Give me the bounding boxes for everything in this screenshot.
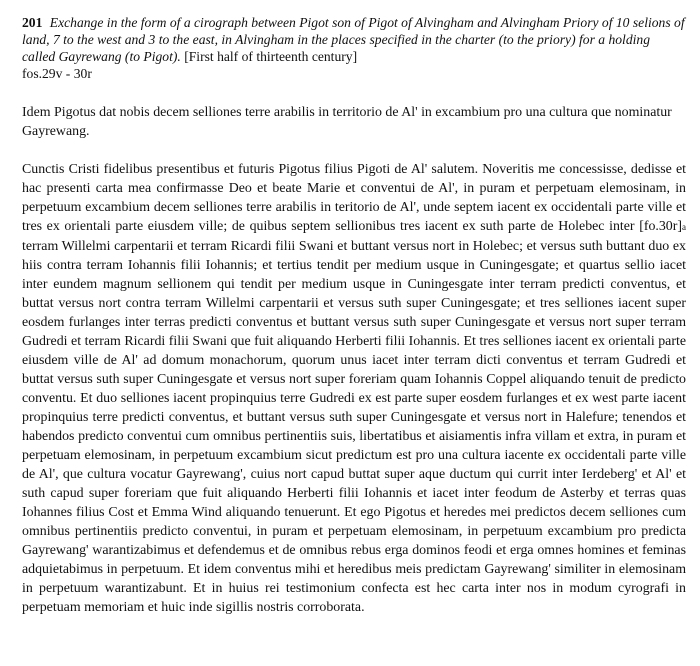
charter-text-part-2: terram Willelmi carpentarii et terram Ricardi filii Swani et buttant versus nort in Holebec; et versus suth buttant duo ex hiis contra terram Iohannis filii Iohannis; et tertius tendit per medium usque in Cuningesgate; et quartus sellio iacet inter eundem magnum sellionem qui tendit per medium usque in Cuningesgate inter terram predicti conventus, et buttat versus nort contra terram Willelmi carpentarii et versus suth super Cuningesgate; et tres selliones iacent super eosdem furlanges inter terras predicti conventus et buttant versus suth super Cuningesgate et versus nort super terram Gudredi et terram Ricardi filii Swani que fuit aliquando Herberti filii Iohannis. Et tres selliones iacent ex orientali parte eiusdem ville de Al' ad domum monachorum, quorum unus iacet inter terram dicti conventus et terram Gudredi et buttat versus suth super Cuningesgate et versus nort super foreriam quam Iohannis Coppel aliquando tenuit de predicto conventu. Et duo selliones iacent propinquius terre Gudredi ex est parte super eosdem furlanges et ex west parte iacent propinquius terre predicti conventus, et buttant versus suth super Cuningesgate et versus nort in Halefure; tenendos et habendos predicto conventui cum omnibus pertinentiis suis, libertatibus et aisiamentis infra villam et extra, in puram et perpetuam elemosinam, in perpetuum excambium sicut predictum est pro una cultura iacente ex occidentali parte ville de Al', que cultura vocatur Gayrewang', cuius nort capud buttat super aque ductum qui currit inter Ierdeberg' et Al' et suth capud super foreriam que fuit aliquando Herberti filii Iohannis et iacet inter feodum de Asterby et terras quas Iohannes filius Cost et Emma Wind aliquando tenuerunt. Et ego Pigotus et heredes mei predictos decem selliones cum omnibus pertinentiis predicto conventui, in puram et perpetuam elemosinam, in perpetuum excambium pro predicta Gayrewang' warantizabimus et defendemus et de omnibus rebus erga dominos feodi et erga omnes homines et feminas adquietabimus in perpetuum. Et idem conventus mihi et heredibus meis predictam Gayrewang' similiter in elemosinam in perpetuum warantizabunt. Et in huius rei testimonium confecta est hec carta inter nos in modum cyrografi in perpetuam memoriam et huic inde sigillis nostris corroborata. <box>22 239 686 615</box>
entry-date: [First half of thirteenth century] <box>184 49 358 64</box>
charter-text <box>22 160 686 617</box>
entry-description: Exchange in the form of a cirograph between Pigot son of Pigot of Alvingham and Alvingham Priory of 10 selions of land, 7 to the west and 3 to the east, in Alvingham in the places specified in the charter (to the priory) for a holding called Gayrewang (to Pigot). <box>22 15 685 64</box>
entry-number: 201 <box>22 15 43 30</box>
folio-note: [fo.30r] <box>639 219 682 234</box>
folio-note-mark: a <box>682 222 686 232</box>
charter-text-part-1: Cunctis Cristi fidelibus presentibus et futuris Pigotus filius Pigoti de Al' salutem. Noveritis me concessisse, dedisse et hac presenti carta mea confirmasse Deo et beate Marie et conventui de Al', in puram et perpetuam elemosinam, in perpetuum excambium decem selliones terre arabilis in teritorio de Al', unde septem iacent ex occidentali parte ville et tres ex orientali parte eiusdem ville; de quibus septem sellionibus tres iacent ex suth parte de Holebec inter <box>22 162 686 234</box>
entry-heading <box>22 14 686 65</box>
folio-reference: fos.29v - 30r <box>22 66 92 81</box>
summary-paragraph: Idem Pigotus dat nobis decem selliones terre arabilis in territorio de Al' in excambium pro una cultura que nominatur Gayrewang. <box>22 105 672 139</box>
